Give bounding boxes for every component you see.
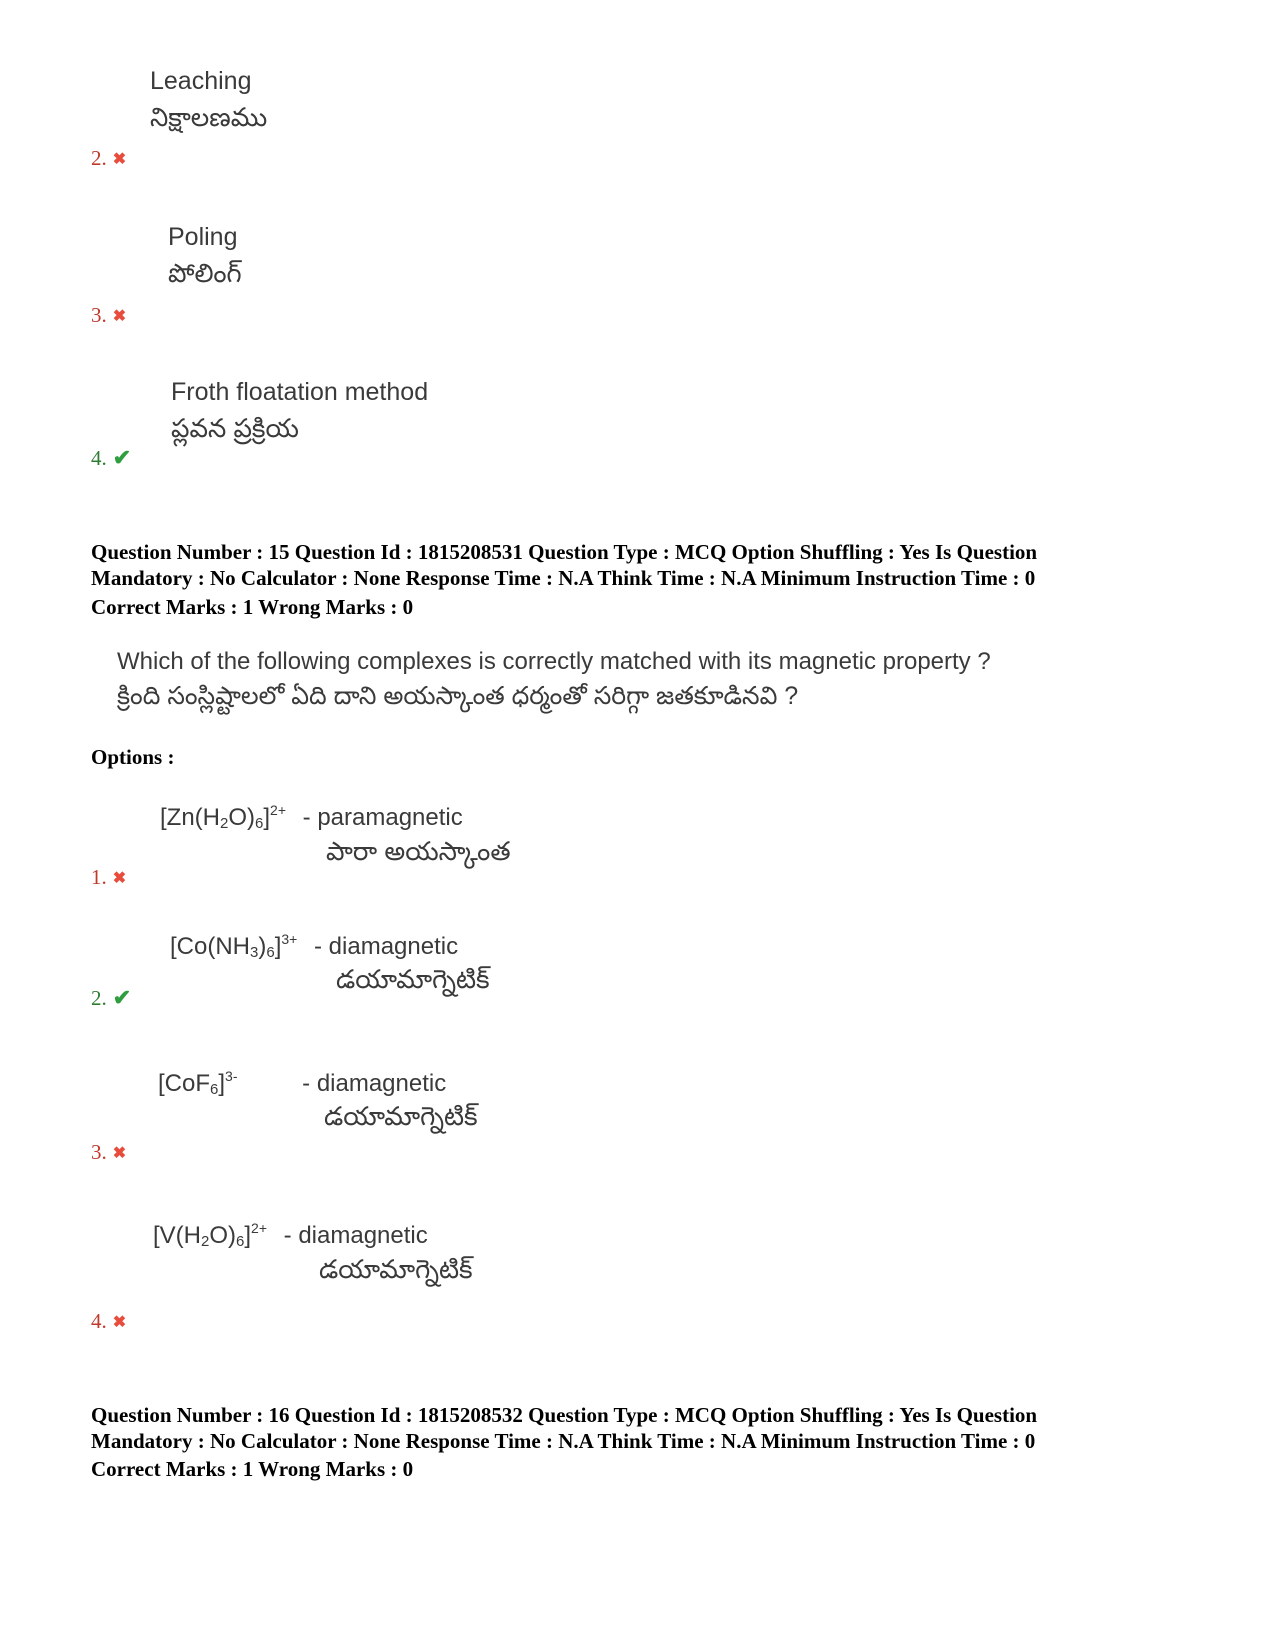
prev-option-2-image (150, 66, 267, 134)
option-text-en: Poling (168, 223, 238, 251)
option-text-te: నిక్షాలణము (150, 102, 268, 133)
option-desc: - diamagnetic (283, 1222, 428, 1249)
prev-option-2-number (91, 146, 126, 171)
question-15-meta: Question Number : 15 Question Id : 1815208531 Question Type : MCQ Option Shuffling : Yes Is Question Mandatory : No Calculator : None Response Time : N.A Think Time : N.A Minimum Instruction Time : 0 (91, 540, 1038, 590)
checkmark-icon: ✔ (112, 445, 132, 470)
cross-icon: ✖ (112, 869, 127, 887)
option-number: 3. (91, 303, 107, 327)
option-1-number (91, 865, 126, 890)
option-4-formula: $[V(H_2O)_6]^{2+}$ - diamagnetic (153, 1220, 428, 1250)
question-text-te: క్రింది సంస్లిష్టాలలో ఏది దాని అయస్కాంత ధర్మంతో సరిగ్గా జతకూడినవి ? (117, 682, 799, 710)
option-number: 1. (91, 865, 107, 889)
prev-option-4-number (91, 445, 131, 471)
option-number: 2. (91, 985, 107, 1010)
prev-option-4-image (171, 377, 428, 445)
option-1-te: పారా అయస్కాంత (326, 836, 511, 866)
option-number: 2. (91, 146, 107, 170)
option-3-formula: $[CoF_6]^{3-}$ - diamagnetic (158, 1068, 447, 1098)
option-text-te: పోలింగ్ (168, 258, 242, 289)
option-text-en: Leaching (150, 67, 252, 95)
prev-option-3-image (168, 222, 242, 290)
question-text-en: Which of the following complexes is correctly matched with its magnetic property ? (117, 648, 991, 675)
question-16-marks: Correct Marks : 1 Wrong Marks : 0 (91, 1457, 414, 1481)
option-desc: - diamagnetic (314, 933, 459, 960)
option-number: 3. (91, 1140, 107, 1164)
option-3-te: డయామాగ్నెటిక్ (324, 1101, 478, 1131)
cross-icon: ✖ (112, 1144, 127, 1162)
cross-icon: ✖ (112, 307, 127, 325)
prev-option-3-number (91, 303, 126, 328)
option-2-formula: $[Co(NH_3)_6]^{3+}$ - diamagnetic (170, 931, 459, 961)
option-number: 4. (91, 1309, 107, 1333)
options-label: Options : (91, 745, 175, 769)
option-desc: - diamagnetic (302, 1070, 447, 1097)
checkmark-icon: ✔ (112, 985, 132, 1010)
option-text-te: ప్లవన ప్రక్రియ (171, 413, 299, 444)
option-2-number (91, 985, 131, 1011)
option-number: 4. (91, 445, 107, 470)
question-16-meta: Question Number : 16 Question Id : 1815208532 Question Type : MCQ Option Shuffling : Yes Is Question Mandatory : No Calculator : None Response Time : N.A Think Time : N.A Minimum Instruction Time : 0 (91, 1403, 1038, 1453)
cross-icon: ✖ (112, 150, 127, 168)
question-15-marks: Correct Marks : 1 Wrong Marks : 0 (91, 595, 414, 619)
option-desc: - paramagnetic (302, 804, 463, 831)
question-15-text (117, 648, 991, 717)
option-4-te: డయామాగ్నెటిక్ (319, 1254, 473, 1284)
cross-icon: ✖ (112, 1313, 127, 1331)
option-2-te: డయామాగ్నెటిక్ (336, 964, 490, 994)
option-4-number (91, 1309, 126, 1334)
option-text-en: Froth floatation method (171, 378, 429, 406)
option-3-number (91, 1140, 126, 1165)
option-1-formula: $[Zn(H_2O)_6]^{2+}$ - paramagnetic (160, 802, 463, 832)
